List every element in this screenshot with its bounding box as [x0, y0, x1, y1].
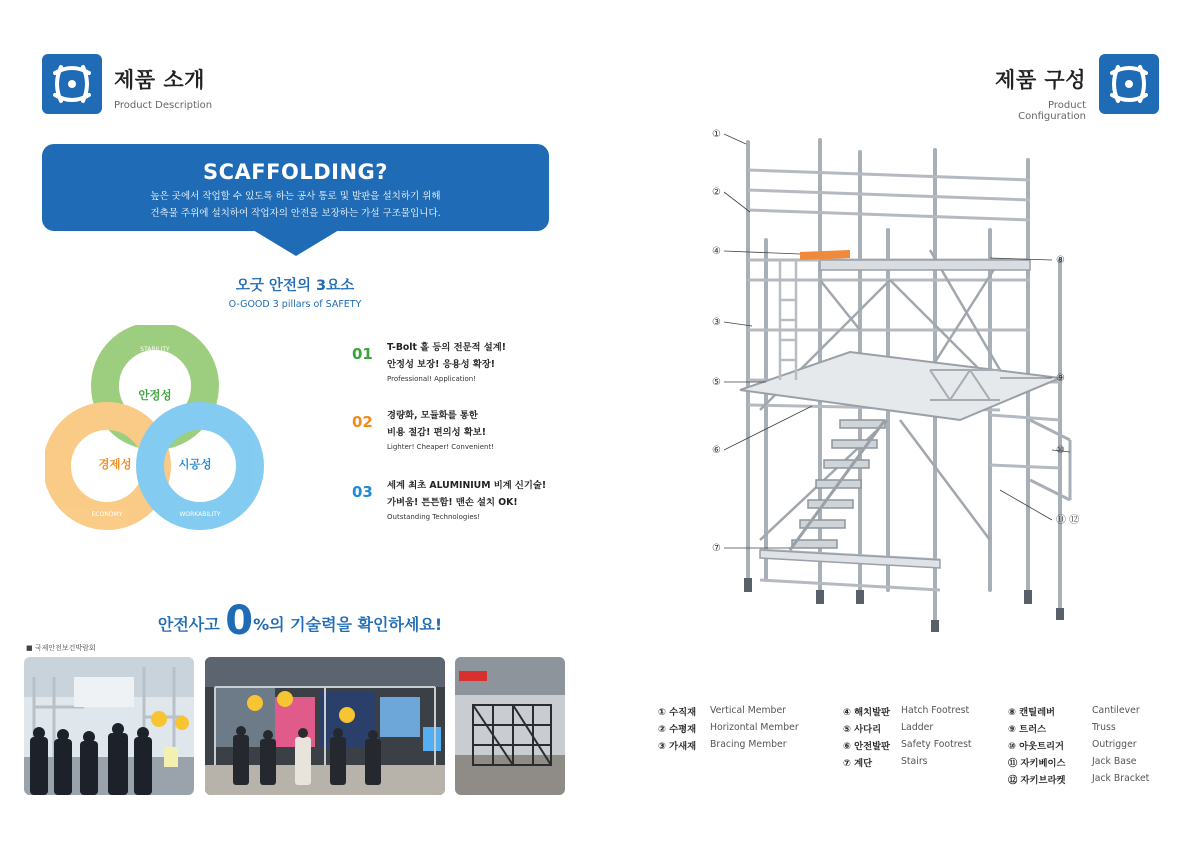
pillars-title-ko: 오굿 안전의 3요소 — [235, 278, 355, 294]
pillar-line-2: 가벼움! 튼튼함! 맨손 설치 OK! — [387, 497, 518, 508]
legend-column-3 — [1008, 702, 1149, 787]
legend-english: Jack Base — [1092, 756, 1137, 767]
slogan-post: %의 기술력을 확인하세요! — [253, 615, 443, 634]
pillar-line-1: T-Bolt 홀 등의 전문적 설계! — [387, 342, 506, 353]
expo-photo-3 — [455, 657, 565, 795]
pillar-line-2: 비용 절감! 편의성 확보! — [387, 427, 487, 438]
legend-item — [1008, 702, 1149, 719]
pillar-english: Lighter! Cheaper! Convenient! — [387, 443, 494, 451]
ogood-logo-icon — [1099, 54, 1159, 114]
callout-1: ① — [712, 129, 721, 140]
section-title-ko: 제품 소개 — [114, 68, 205, 92]
legend-key: ⑨ 트러스 — [1008, 723, 1047, 735]
pillars-title — [200, 274, 390, 310]
legend-english: Horizontal Member — [710, 722, 799, 733]
legend-column-1 — [658, 702, 799, 753]
legend-key: ⑫ 자키브라켓 — [1008, 774, 1066, 786]
legend-key: ① 수직재 — [658, 706, 697, 718]
legend-item — [1008, 753, 1149, 770]
pillar-number: 03 — [352, 483, 373, 501]
venn-workability-ko: 시공성 — [178, 457, 212, 471]
pillar-line-2: 안정성 보장! 응용성 확장! — [387, 359, 495, 370]
legend-english: Outrigger — [1092, 739, 1137, 750]
ogood-logo-icon — [42, 54, 102, 114]
legend-item — [658, 719, 799, 736]
legend-item — [1008, 736, 1149, 753]
legend-item — [1008, 770, 1149, 787]
legend-item — [843, 702, 972, 719]
legend-item — [843, 753, 972, 770]
legend-key: ② 수평재 — [658, 723, 697, 735]
venn-workability-en: WORKABILITY — [179, 511, 221, 518]
venn-economy-ko: 경제성 — [98, 457, 132, 471]
legend-item — [843, 719, 972, 736]
right-page — [600, 0, 1200, 849]
callout-6: ⑥ — [712, 445, 721, 456]
banner-title: SCAFFOLDING? — [203, 160, 388, 184]
legend-item — [843, 736, 972, 753]
pillar-line-1: 경량화, 모듈화를 통한 — [387, 410, 478, 421]
pillar-english: Professional! Application! — [387, 375, 477, 383]
section-title-en: Product Configuration — [1018, 100, 1086, 122]
pillar-number: 01 — [352, 345, 373, 363]
slogan-pre: 안전사고 — [157, 615, 220, 634]
legend-english: Hatch Footrest — [901, 705, 970, 716]
legend-key: ⑥ 안전발판 — [843, 740, 891, 752]
callout-4: ④ — [712, 246, 721, 257]
pillars-title-en: O-GOOD 3 pillars of SAFETY — [228, 299, 362, 310]
expo-photo-1 — [24, 657, 194, 795]
venn-economy-en: ECONOMY — [91, 511, 123, 518]
legend-item — [1008, 719, 1149, 736]
pillar-english: Outstanding Technologies! — [387, 513, 481, 521]
slogan-zero: 0 — [225, 598, 254, 644]
callout-11-12: ⑪ ⑫ — [1056, 515, 1080, 526]
expo-photo-2 — [205, 657, 445, 795]
banner-pointer — [253, 230, 339, 256]
legend-english: Bracing Member — [710, 739, 787, 750]
pillar-number: 02 — [352, 413, 373, 431]
legend-english: Vertical Member — [710, 705, 786, 716]
legend-key: ⑦ 계단 — [843, 757, 873, 769]
callout-8: ⑧ — [1056, 255, 1065, 266]
legend-key: ⑩ 아웃트리거 — [1008, 740, 1065, 752]
scaffold-structure-diagram — [700, 120, 1100, 640]
legend-key: ④ 해치발판 — [843, 706, 891, 718]
zero-accident-slogan — [0, 598, 600, 644]
section-title-ko: 제품 구성 — [995, 68, 1086, 92]
banner-line-2: 건축물 주위에 설치하여 작업자의 안전을 보장하는 가설 구조물입니다. — [150, 208, 441, 219]
legend-key: ⑤ 사다리 — [843, 723, 882, 735]
callout-2: ② — [712, 187, 721, 198]
venn-stability-ko: 안정성 — [138, 388, 172, 402]
callout-9: ⑨ — [1056, 373, 1065, 384]
callout-7: ⑦ — [712, 543, 721, 554]
legend-key: ⑧ 캔틸레버 — [1008, 706, 1056, 718]
callout-3: ③ — [712, 317, 721, 328]
legend-item — [658, 702, 799, 719]
pillar-line-1: 세계 최초 ALUMINIUM 비계 신기술! — [387, 480, 547, 491]
section-title-en: Product Description — [114, 100, 213, 111]
section-title — [114, 64, 212, 111]
banner-line-1: 높은 곳에서 작업할 수 있도록 하는 공사 통로 및 발판을 설치하기 위해 — [150, 191, 441, 202]
legend-key: ⑪ 자키베이스 — [1008, 757, 1066, 769]
venn-stability-en: STABILITY — [140, 346, 170, 353]
safety-venn-diagram — [45, 325, 275, 535]
section-title — [982, 64, 1086, 122]
expo-label: ■ 국제안전보건박람회 — [26, 644, 96, 652]
scaffolding-banner — [42, 144, 549, 231]
legend-english: Cantilever — [1092, 705, 1140, 716]
legend-english: Ladder — [901, 722, 934, 733]
legend-item — [658, 736, 799, 753]
callout-5: ⑤ — [712, 377, 721, 388]
legend-english: Jack Bracket — [1092, 773, 1150, 784]
legend-column-2 — [843, 702, 972, 770]
legend-english: Truss — [1092, 722, 1116, 733]
legend-english: Stairs — [901, 756, 928, 767]
legend-english: Safety Footrest — [901, 739, 972, 750]
callout-10: ⑩ — [1056, 445, 1065, 456]
legend-key: ③ 가새재 — [658, 740, 697, 752]
